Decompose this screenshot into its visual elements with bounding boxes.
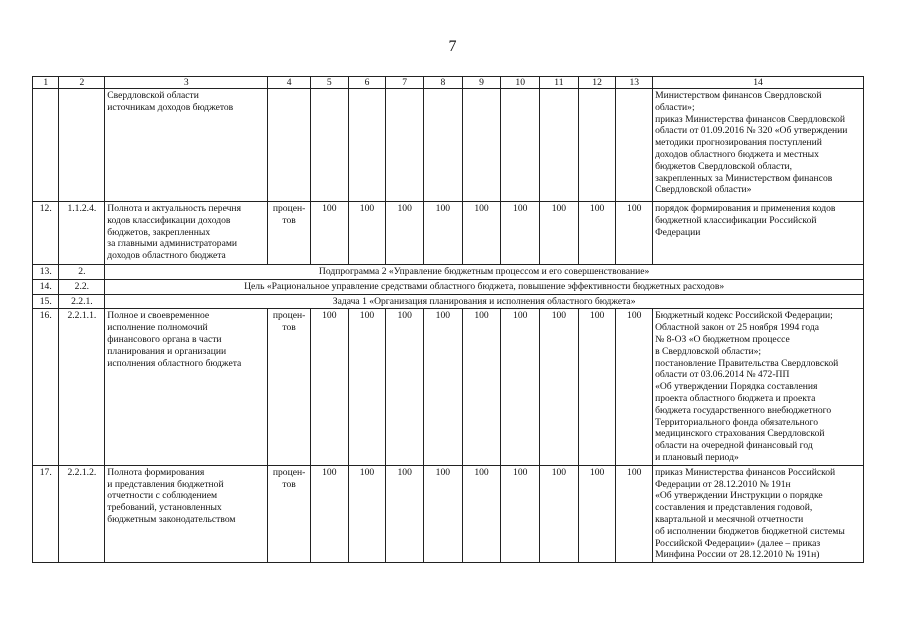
value-cell (310, 89, 348, 202)
table-row (33, 89, 864, 202)
row-number: 12. (33, 202, 59, 265)
header-cell: 4 (268, 77, 311, 89)
row-code: 2.2.1. (59, 294, 105, 309)
subprogram-heading: Подпрограмма 2 «Управление бюджетным процессом и его совершенствование» (105, 265, 864, 280)
value-cell: 100 (424, 465, 463, 562)
header-cell: 13 (616, 77, 653, 89)
unit-cell (268, 89, 311, 202)
table-row (33, 265, 864, 280)
header-cell: 10 (501, 77, 540, 89)
value-cell: 100 (462, 309, 501, 465)
value-cell: 100 (424, 309, 463, 465)
header-cell: 1 (33, 77, 59, 89)
header-cell: 14 (653, 77, 864, 89)
value-cell: 100 (386, 309, 424, 465)
goal-heading: Цель «Рациональное управление средствами областного бюджета, повышение эффективности бюджетных расходов» (105, 279, 864, 294)
header-cell: 12 (578, 77, 616, 89)
header-row (33, 77, 864, 89)
value-cell: 100 (501, 202, 540, 265)
value-cell (540, 89, 579, 202)
row-code: 2. (59, 265, 105, 280)
value-cell: 100 (310, 309, 348, 465)
row-code: 2.2.1.2. (59, 465, 105, 562)
value-cell: 100 (578, 309, 616, 465)
unit-cell: процен- тов (268, 465, 311, 562)
row-number: 17. (33, 465, 59, 562)
header-cell: 8 (424, 77, 463, 89)
indicator-name: Свердловской области источникам доходов бюджетов (105, 89, 268, 202)
value-cell: 100 (616, 465, 653, 562)
table-row (33, 279, 864, 294)
value-cell: 100 (540, 309, 579, 465)
header-cell: 11 (540, 77, 579, 89)
row-number (33, 89, 59, 202)
value-cell: 100 (386, 465, 424, 562)
table-row (33, 465, 864, 562)
source-document: порядок формирования и применения кодов бюджетной классификации Российской Федерации (653, 202, 864, 265)
value-cell: 100 (501, 465, 540, 562)
header-cell: 5 (310, 77, 348, 89)
value-cell: 100 (578, 465, 616, 562)
value-cell: 100 (578, 202, 616, 265)
row-code (59, 89, 105, 202)
unit-cell: процен- тов (268, 202, 311, 265)
table-row (33, 294, 864, 309)
indicator-name: Полнота и актуальность перечня кодов классификации доходов бюджетов, закрепленных за главными администраторами доходов областного бюджета (105, 202, 268, 265)
row-number: 13. (33, 265, 59, 280)
value-cell: 100 (616, 202, 653, 265)
row-number: 15. (33, 294, 59, 309)
value-cell: 100 (386, 202, 424, 265)
unit-cell: процен- тов (268, 309, 311, 465)
row-code: 1.1.2.4. (59, 202, 105, 265)
value-cell: 100 (348, 309, 386, 465)
header-cell: 7 (386, 77, 424, 89)
value-cell (462, 89, 501, 202)
value-cell: 100 (348, 202, 386, 265)
value-cell: 100 (462, 202, 501, 265)
source-document: Министерством финансов Свердловской области»; приказ Министерства финансов Свердловской области от 01.09.2016 № 320 «Об утверждении методики прогнозирования поступлений доходов областного бюджета и местных бюджетов Свердловской области, закрепленных за Министерством финансов Свердловской области» (653, 89, 864, 202)
source-document: приказ Министерства финансов Российской Федерации от 28.12.2010 № 191н «Об утверждении Инструкции о порядке составления и представления годовой, квартальной и месячной отчетности об исполнении бюджетов бюджетной системы Российской Федерации» (далее – приказ Минфина России от 28.12.2010 № 191н) (653, 465, 864, 562)
value-cell: 100 (462, 465, 501, 562)
value-cell (424, 89, 463, 202)
value-cell: 100 (540, 202, 579, 265)
page-number: 7 (448, 38, 457, 55)
source-document: Бюджетный кодекс Российской Федерации; Областной закон от 25 ноября 1994 года № 8-ОЗ «О бюджетном процессе в Свердловской области»; постановление Правительства Свердловской области от 03.06.2014 № 472-ПП «Об утверждении Порядка составления проекта областного бюджета и проекта бюджета государственного внебюджетного Территориального фонда обязательного медицинского страхования Свердловской области на очередной финансовый год и плановый период» (653, 309, 864, 465)
value-cell (348, 89, 386, 202)
indicator-name: Полнота формирования и представления бюджетной отчетности с соблюдением требований, установленных бюджетным законодательством (105, 465, 268, 562)
value-cell (386, 89, 424, 202)
task-heading: Задача 1 «Организация планирования и исполнения областного бюджета» (105, 294, 864, 309)
indicators-table (32, 76, 864, 563)
value-cell: 100 (424, 202, 463, 265)
row-code: 2.2.1.1. (59, 309, 105, 465)
header-cell: 2 (59, 77, 105, 89)
value-cell (578, 89, 616, 202)
header-cell: 3 (105, 77, 268, 89)
row-code: 2.2. (59, 279, 105, 294)
value-cell: 100 (310, 465, 348, 562)
table-row (33, 309, 864, 465)
value-cell: 100 (310, 202, 348, 265)
value-cell: 100 (501, 309, 540, 465)
indicator-name: Полное и своевременное исполнение полномочий финансового органа в части планирования и организации исполнения областного бюджета (105, 309, 268, 465)
header-cell: 6 (348, 77, 386, 89)
header-cell: 9 (462, 77, 501, 89)
table-row (33, 202, 864, 265)
row-number: 16. (33, 309, 59, 465)
value-cell: 100 (348, 465, 386, 562)
value-cell (501, 89, 540, 202)
value-cell (616, 89, 653, 202)
row-number: 14. (33, 279, 59, 294)
value-cell: 100 (616, 309, 653, 465)
value-cell: 100 (540, 465, 579, 562)
